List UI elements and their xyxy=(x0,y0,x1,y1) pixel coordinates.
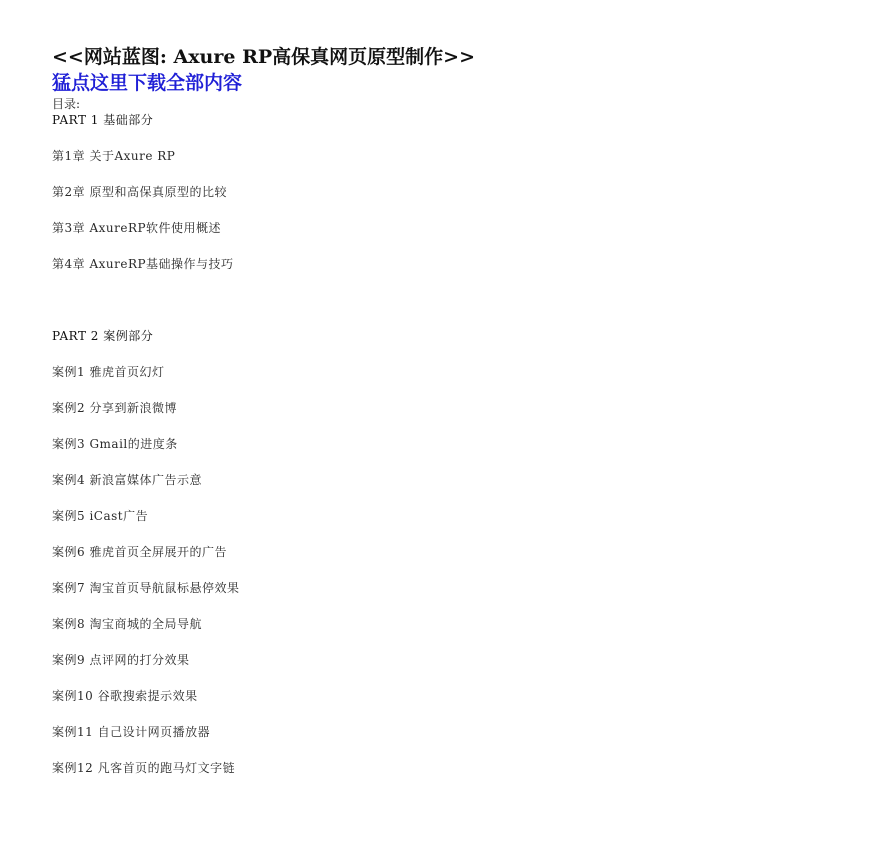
table-of-contents xyxy=(52,112,832,796)
toc-case-6: 案例6 雅虎首页全屏展开的广告 xyxy=(52,545,227,559)
toc-chapter-4: 第4章 AxureRP基础操作与技巧 xyxy=(52,257,234,271)
toc-case-11: 案例11 自己设计网页播放器 xyxy=(52,725,211,739)
toc-spacer xyxy=(52,292,832,328)
toc-chapter-1: 第1章 关于Axure RP xyxy=(52,149,176,163)
toc-part-1-heading: PART 1 基础部分 xyxy=(52,113,154,127)
toc-chapter-2: 第2章 原型和高保真原型的比较 xyxy=(52,185,227,199)
document-title: <<网站蓝图: Axure RP高保真网页原型制作>> xyxy=(52,46,475,68)
toc-case-9: 案例9 点评网的打分效果 xyxy=(52,653,190,667)
document-page xyxy=(52,44,832,796)
toc-label: 目录: xyxy=(52,97,81,111)
toc-case-3: 案例3 Gmail的进度条 xyxy=(52,437,178,451)
toc-case-1: 案例1 雅虎首页幻灯 xyxy=(52,365,165,379)
toc-case-2: 案例2 分享到新浪微博 xyxy=(52,401,177,415)
toc-case-4: 案例4 新浪富媒体广告示意 xyxy=(52,473,202,487)
toc-case-10: 案例10 谷歌搜索提示效果 xyxy=(52,689,198,703)
toc-part-2-heading: PART 2 案例部分 xyxy=(52,329,154,343)
toc-case-7: 案例7 淘宝首页导航鼠标悬停效果 xyxy=(52,581,240,595)
toc-case-12: 案例12 凡客首页的跑马灯文字链 xyxy=(52,761,236,775)
toc-chapter-3: 第3章 AxureRP软件使用概述 xyxy=(52,221,222,235)
toc-case-5: 案例5 iCast广告 xyxy=(52,509,149,523)
download-all-link[interactable]: 猛点这里下载全部内容 xyxy=(52,72,243,94)
toc-case-8: 案例8 淘宝商城的全局导航 xyxy=(52,617,202,631)
